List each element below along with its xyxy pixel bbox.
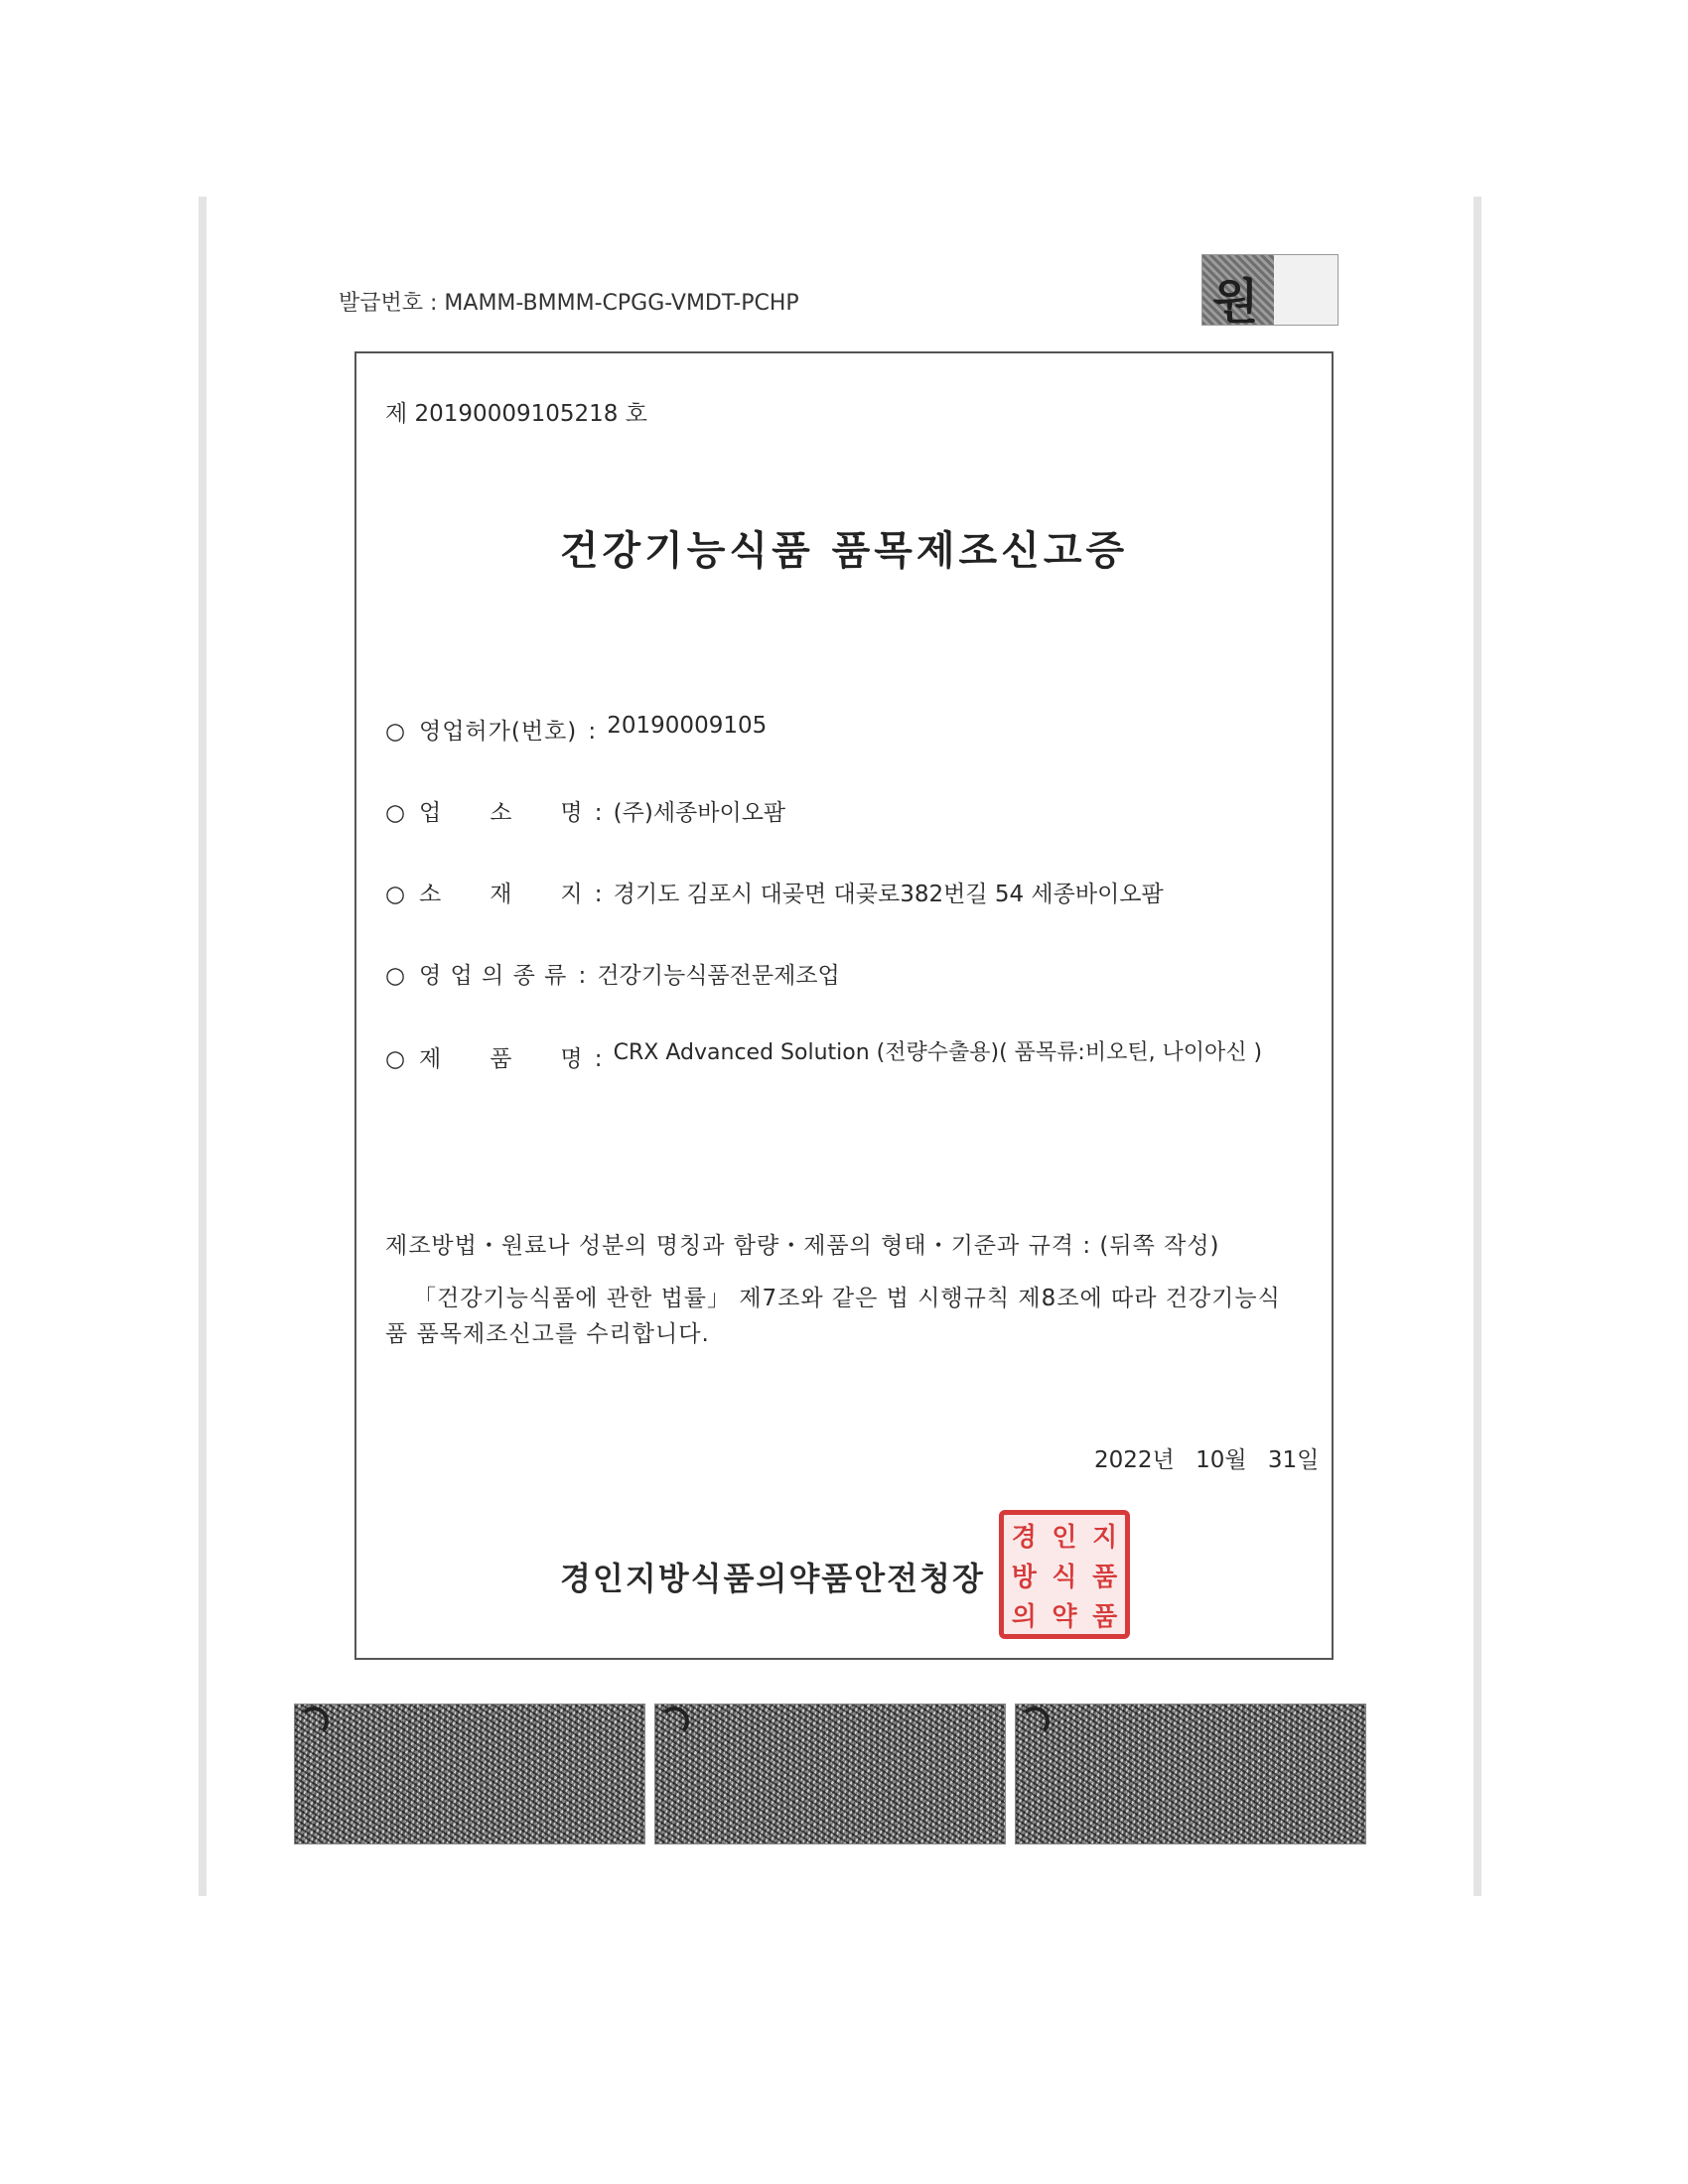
field-business-type xyxy=(385,957,840,990)
original-stamp-glyph: 원 xyxy=(1212,274,1259,330)
seal-char: 의 xyxy=(1011,1601,1037,1632)
seal-char: 식 xyxy=(1052,1562,1077,1592)
circle-icon: ○ xyxy=(385,963,406,989)
page-edge-right xyxy=(1474,197,1481,1896)
field-separator: : xyxy=(594,800,603,826)
date-day: 31일 xyxy=(1267,1447,1320,1473)
seal-char: 지 xyxy=(1092,1522,1118,1553)
field-business-name xyxy=(385,794,785,827)
field-value: 경기도 김포시 대곶면 대곶로382번길 54 세종바이오팜 xyxy=(613,882,1164,907)
field-value: CRX Advanced Solution (전량수출용)( 품목류:비오틴, 나이아신 ) xyxy=(613,1040,1263,1065)
field-label: 소 재 지 xyxy=(419,882,584,907)
field-label: 영 업 의 종 류 xyxy=(419,963,568,989)
issuer-name: 경인지방식품의약품안전청장 xyxy=(560,1560,985,1597)
field-license-number xyxy=(385,713,767,746)
seal-char: 품 xyxy=(1092,1601,1118,1632)
field-separator: : xyxy=(594,882,603,907)
issue-number: 발급번호 : MAMM-BMMM-CPGG-VMDT-PCHP xyxy=(339,291,799,316)
field-separator: : xyxy=(594,1046,603,1072)
field-separator: : xyxy=(578,963,587,989)
security-code-strip xyxy=(654,1704,1006,1844)
seal-char: 품 xyxy=(1092,1562,1118,1592)
date-year: 2022년 xyxy=(1094,1447,1175,1473)
date-month: 10월 xyxy=(1196,1447,1247,1473)
official-seal xyxy=(999,1510,1130,1639)
field-label: 제 품 명 xyxy=(419,1046,584,1072)
certificate-title: 건강기능식품 품목제조신고증 xyxy=(559,528,1129,574)
field-value: (주)세종바이오팜 xyxy=(613,800,786,826)
field-address xyxy=(385,876,1164,908)
seal-char: 약 xyxy=(1052,1601,1077,1632)
circle-icon: ○ xyxy=(385,719,406,745)
field-product-name xyxy=(385,1040,1281,1073)
page-edge-left xyxy=(199,197,207,1896)
circle-icon: ○ xyxy=(385,1046,406,1072)
field-value: 건강기능식품전문제조업 xyxy=(597,963,840,989)
seal-char: 인 xyxy=(1052,1522,1077,1553)
circle-icon: ○ xyxy=(385,882,406,907)
manufacturing-note: 제조방법・원료나 성분의 명칭과 함량・제품의 형태・기준과 규격 : (뒤쪽 작성) xyxy=(385,1233,1220,1259)
field-label: 영업허가(번호) xyxy=(419,719,578,745)
certificate-number: 제 20190009105218 호 xyxy=(385,401,647,427)
circle-icon: ○ xyxy=(385,800,406,826)
security-code-strip xyxy=(294,1704,645,1844)
security-code-strip xyxy=(1015,1704,1366,1844)
original-stamp xyxy=(1201,254,1338,330)
issue-date xyxy=(1080,1441,1319,1474)
field-separator: : xyxy=(588,719,597,745)
field-label: 업 소 명 xyxy=(419,800,584,826)
law-statement: 「건강기능식품에 관한 법률」 제7조와 같은 법 시행규칙 제8조에 따라 건강기능식품 품목제조신고를 수리합니다. xyxy=(385,1286,1281,1347)
field-value: 20190009105 xyxy=(607,713,768,739)
seal-char: 경 xyxy=(1011,1522,1037,1553)
seal-char: 방 xyxy=(1011,1562,1037,1592)
